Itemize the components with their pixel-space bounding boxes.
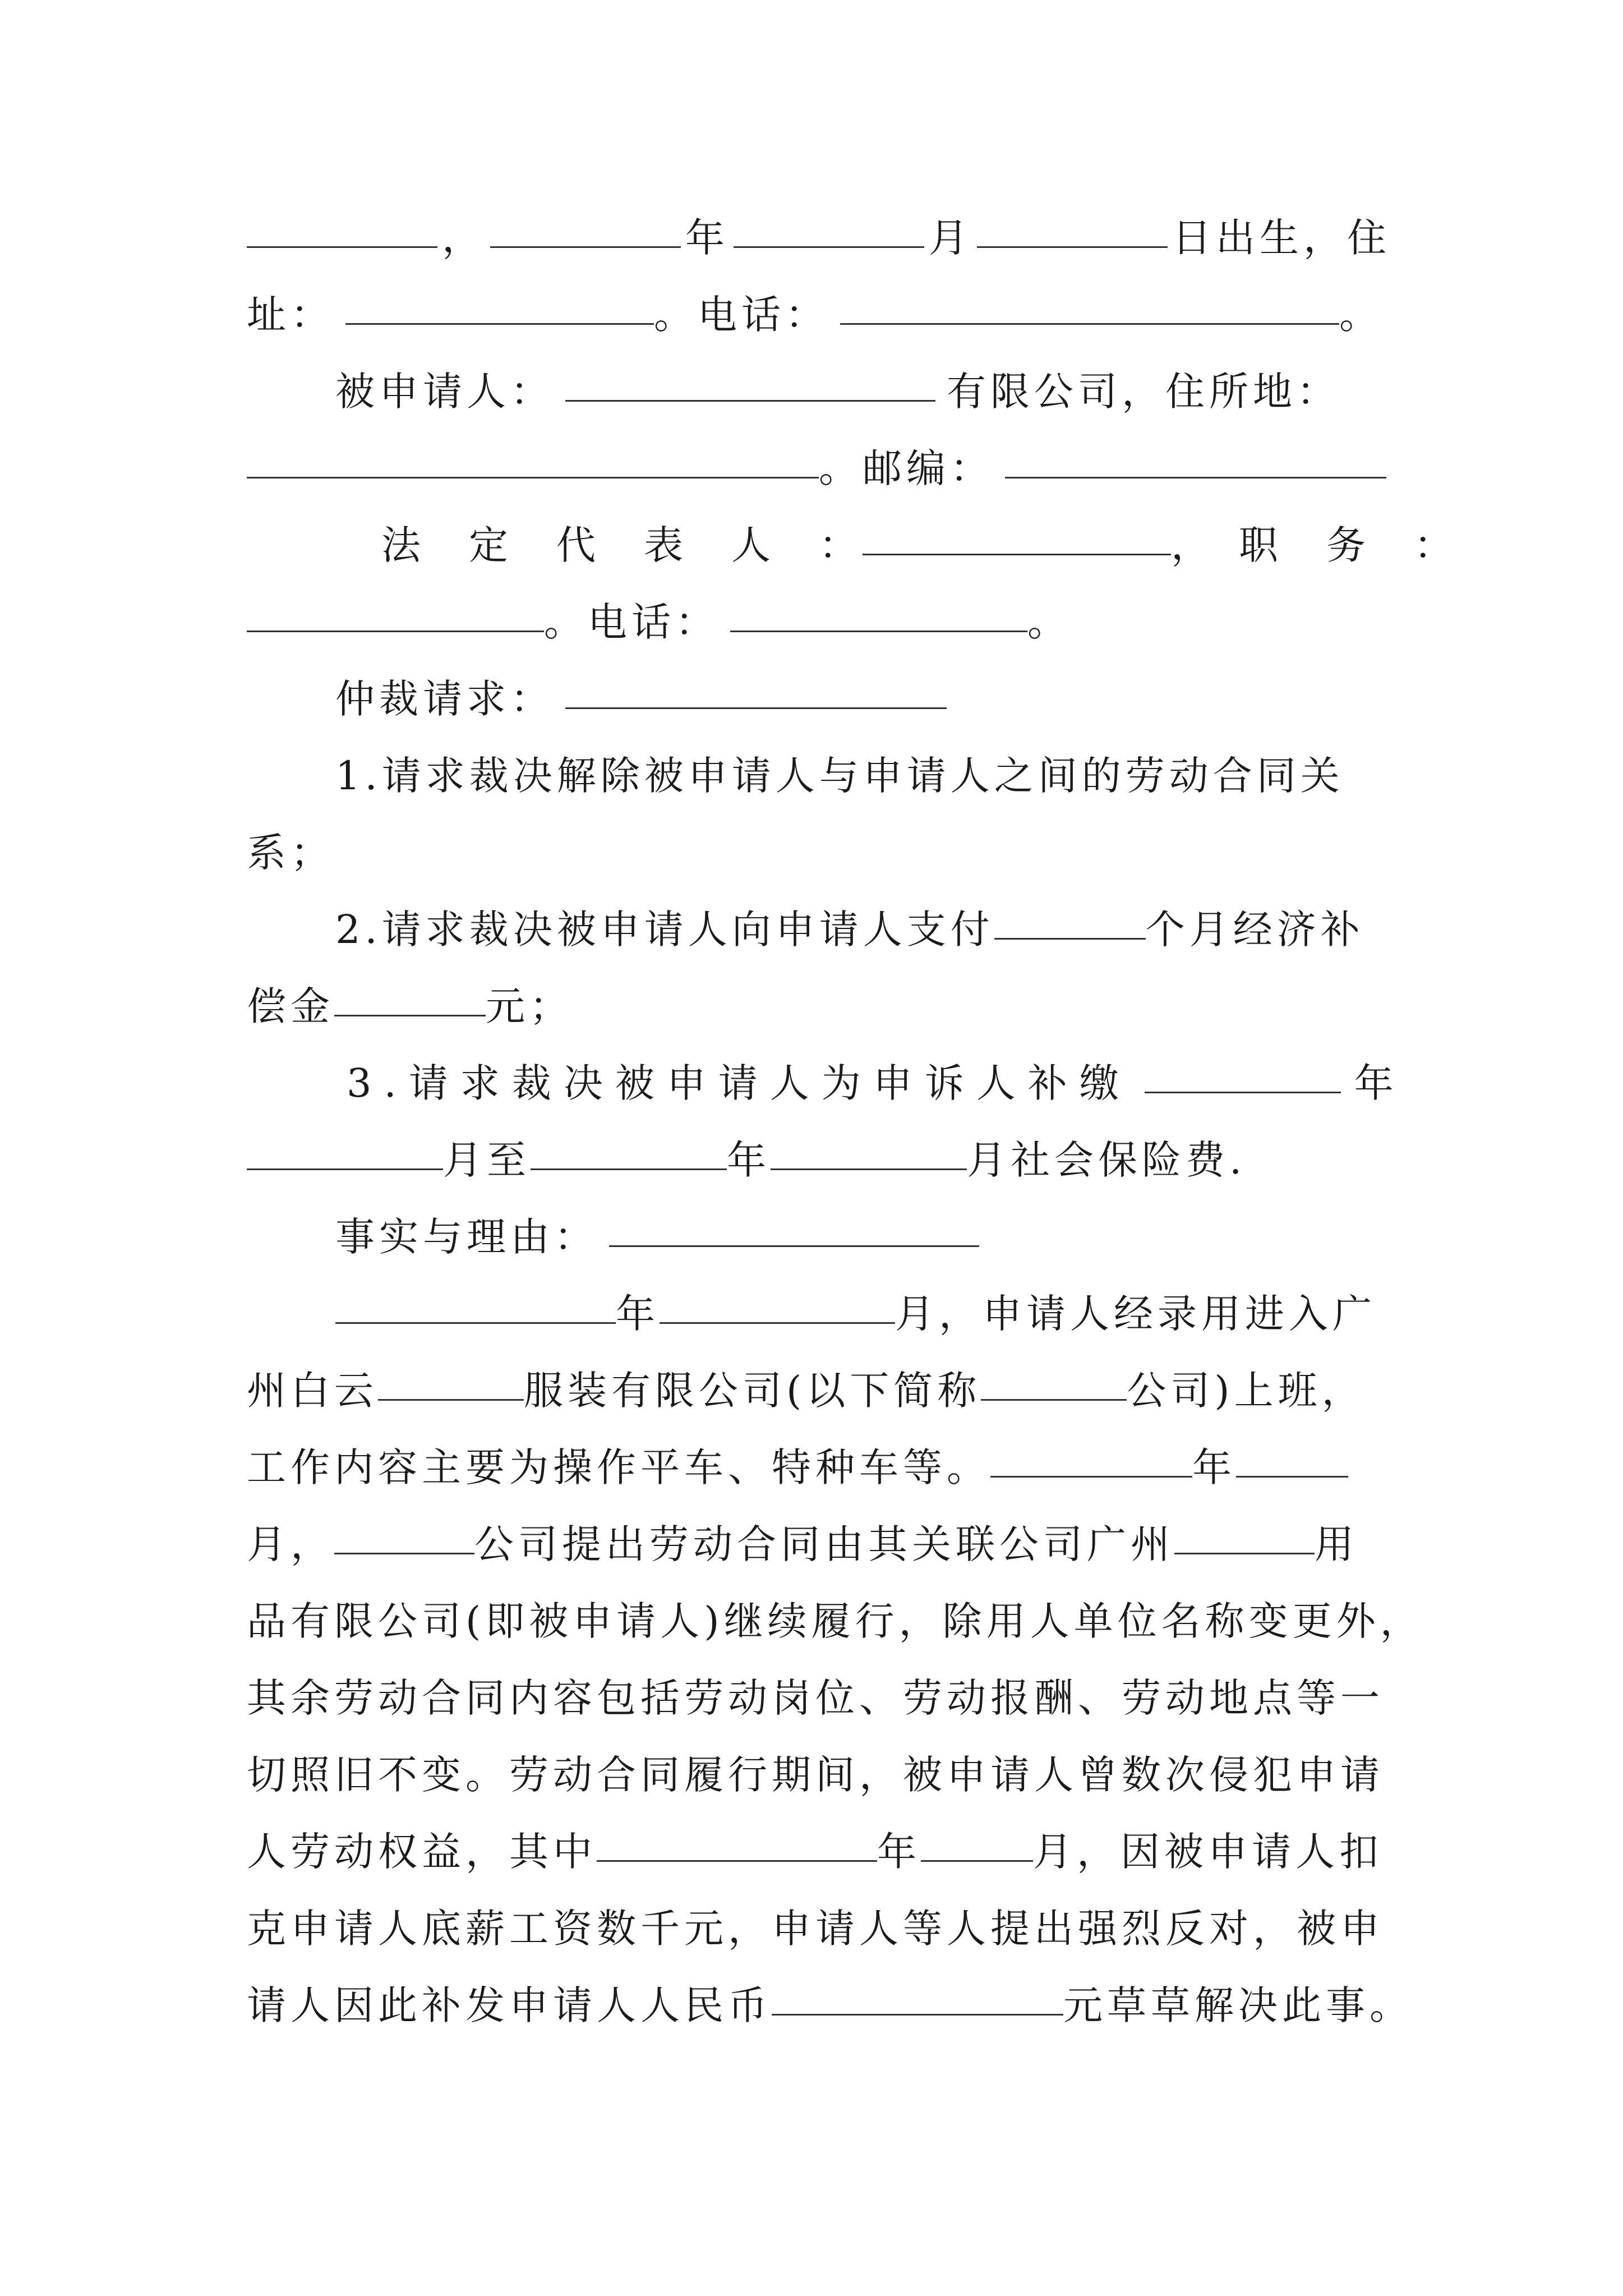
blank: [990, 1475, 1192, 1478]
text-segment: ，: [442, 215, 486, 261]
line-9: [247, 815, 1391, 891]
text-segment: 址：: [247, 292, 334, 338]
line-12: [247, 1045, 1398, 1122]
text-segment: 元；: [486, 983, 573, 1029]
text-segment: 人劳动权益，其中: [247, 1829, 597, 1875]
text-segment: 系；: [247, 830, 334, 876]
text-segment: 用: [1315, 1521, 1358, 1567]
text-segment: 被申请人：: [335, 369, 554, 415]
text-segment: 月，申请人经录用进入广: [895, 1291, 1376, 1337]
blank: [977, 246, 1168, 248]
blank: [1174, 1552, 1315, 1554]
blank: [994, 937, 1146, 940]
blank: [981, 1398, 1127, 1401]
blank: [1005, 476, 1386, 478]
text-segment: 。电话：: [544, 599, 719, 645]
blank: [565, 399, 935, 402]
text-segment: 月至: [443, 1137, 531, 1183]
text-segment: 月，因被申请人扣: [1033, 1829, 1383, 1875]
line-20: [247, 1660, 1391, 1737]
blank: [730, 630, 1027, 632]
blank: [247, 246, 437, 248]
line-1: [247, 200, 1391, 277]
line-7: [247, 661, 1391, 738]
text-segment: 其余劳动合同内容包括劳动岗位、劳动报酬、劳动地点等一: [247, 1675, 1384, 1721]
blank: [1236, 1475, 1348, 1478]
text-segment: 年: [616, 1291, 660, 1337]
line-19: [247, 1583, 1424, 1660]
text-segment: 个月经济补: [1145, 907, 1364, 953]
text-segment: 3.请求裁决被申请人为申诉人补缴: [347, 1060, 1131, 1106]
blank: [531, 1168, 727, 1170]
line-11: [247, 968, 1391, 1045]
line-2: [247, 277, 1391, 353]
text-segment: 。: [1339, 292, 1383, 338]
blank: [921, 1860, 1033, 1862]
text-segment: ， 职 务 ：: [1171, 522, 1458, 568]
line-21: [247, 1737, 1391, 1814]
blank: [863, 553, 1171, 555]
text-segment: 日出生，住: [1172, 215, 1391, 261]
line-18: [247, 1506, 1391, 1583]
blank: [840, 323, 1339, 325]
blank: [734, 246, 924, 248]
text-segment: 公司提出劳动合同由其关联公司广州: [474, 1521, 1174, 1567]
line-5: [247, 507, 1458, 584]
line-15: [247, 1276, 1391, 1352]
text-segment: 元草草解决此事。: [1063, 1982, 1413, 2028]
line-16: [247, 1352, 1391, 1429]
line-17: [247, 1429, 1391, 1506]
text-segment: 克申请人底薪工资数千元，申请人等人提出强烈反对，被申: [247, 1906, 1384, 1952]
text-segment: 公司)上班，: [1127, 1368, 1366, 1414]
text-segment: 有限公司，住所地：: [947, 369, 1340, 415]
line-4: [247, 430, 1391, 507]
text-segment: 仲裁请求：: [335, 676, 554, 722]
line-23: [247, 1890, 1391, 1967]
document-body: [247, 200, 1458, 2044]
text-segment: 法 定 代 表 人 ：: [381, 522, 863, 568]
text-segment: 。电话：: [654, 292, 829, 338]
text-segment: 。邮编：: [819, 445, 994, 491]
text-segment: 年: [877, 1829, 921, 1875]
blank: [345, 323, 654, 325]
text-segment: 州白云: [247, 1368, 378, 1414]
text-segment: 年: [727, 1137, 771, 1183]
text-segment: 年: [1354, 1060, 1398, 1106]
blank: [334, 1014, 486, 1016]
blank: [247, 476, 819, 478]
blank: [597, 1860, 877, 1862]
line-3: [247, 353, 1391, 430]
blank: [771, 1168, 967, 1170]
text-segment: 月: [929, 215, 972, 261]
text-segment: 2.请求裁决被申请人向申请人支付: [335, 907, 994, 953]
text-segment: 品有限公司(即被申请人)继续履行，除用人单位名称变更外，: [247, 1598, 1424, 1644]
text-segment: 偿金: [247, 983, 334, 1029]
blank: [772, 2013, 1063, 2016]
text-segment: 切照旧不变。劳动合同履行期间，被申请人曾数次侵犯申请: [247, 1752, 1384, 1798]
text-segment: 。: [1027, 599, 1071, 645]
blank: [378, 1398, 524, 1401]
line-22: [247, 1814, 1391, 1890]
text-segment: 月社会保险费.: [967, 1137, 1247, 1183]
text-segment: 请人因此补发申请人人民币: [247, 1982, 772, 2028]
line-6: [247, 584, 1391, 661]
text-segment: 工作内容主要为操作平车、特种车等。: [247, 1444, 990, 1490]
text-segment: 年: [685, 215, 729, 261]
blank: [247, 1168, 443, 1170]
line-8: [247, 738, 1391, 815]
blank: [660, 1322, 895, 1324]
text-segment: 服装有限公司(以下简称: [524, 1368, 981, 1414]
line-10: [247, 891, 1391, 968]
text-segment: 1.请求裁决解除被申请人与申请人之间的劳动合同关: [335, 753, 1344, 799]
text-segment: 年: [1192, 1444, 1236, 1490]
blank: [247, 630, 544, 632]
line-13: [247, 1122, 1391, 1199]
text-segment: 月，: [247, 1521, 334, 1567]
line-14: [247, 1199, 1391, 1276]
line-24: [247, 1967, 1413, 2044]
blank: [490, 246, 681, 248]
text-segment: 事实与理由：: [335, 1214, 598, 1260]
blank: [565, 707, 947, 709]
blank: [334, 1552, 474, 1554]
blank: [335, 1322, 616, 1324]
blank: [1145, 1091, 1341, 1093]
blank: [609, 1245, 979, 1247]
